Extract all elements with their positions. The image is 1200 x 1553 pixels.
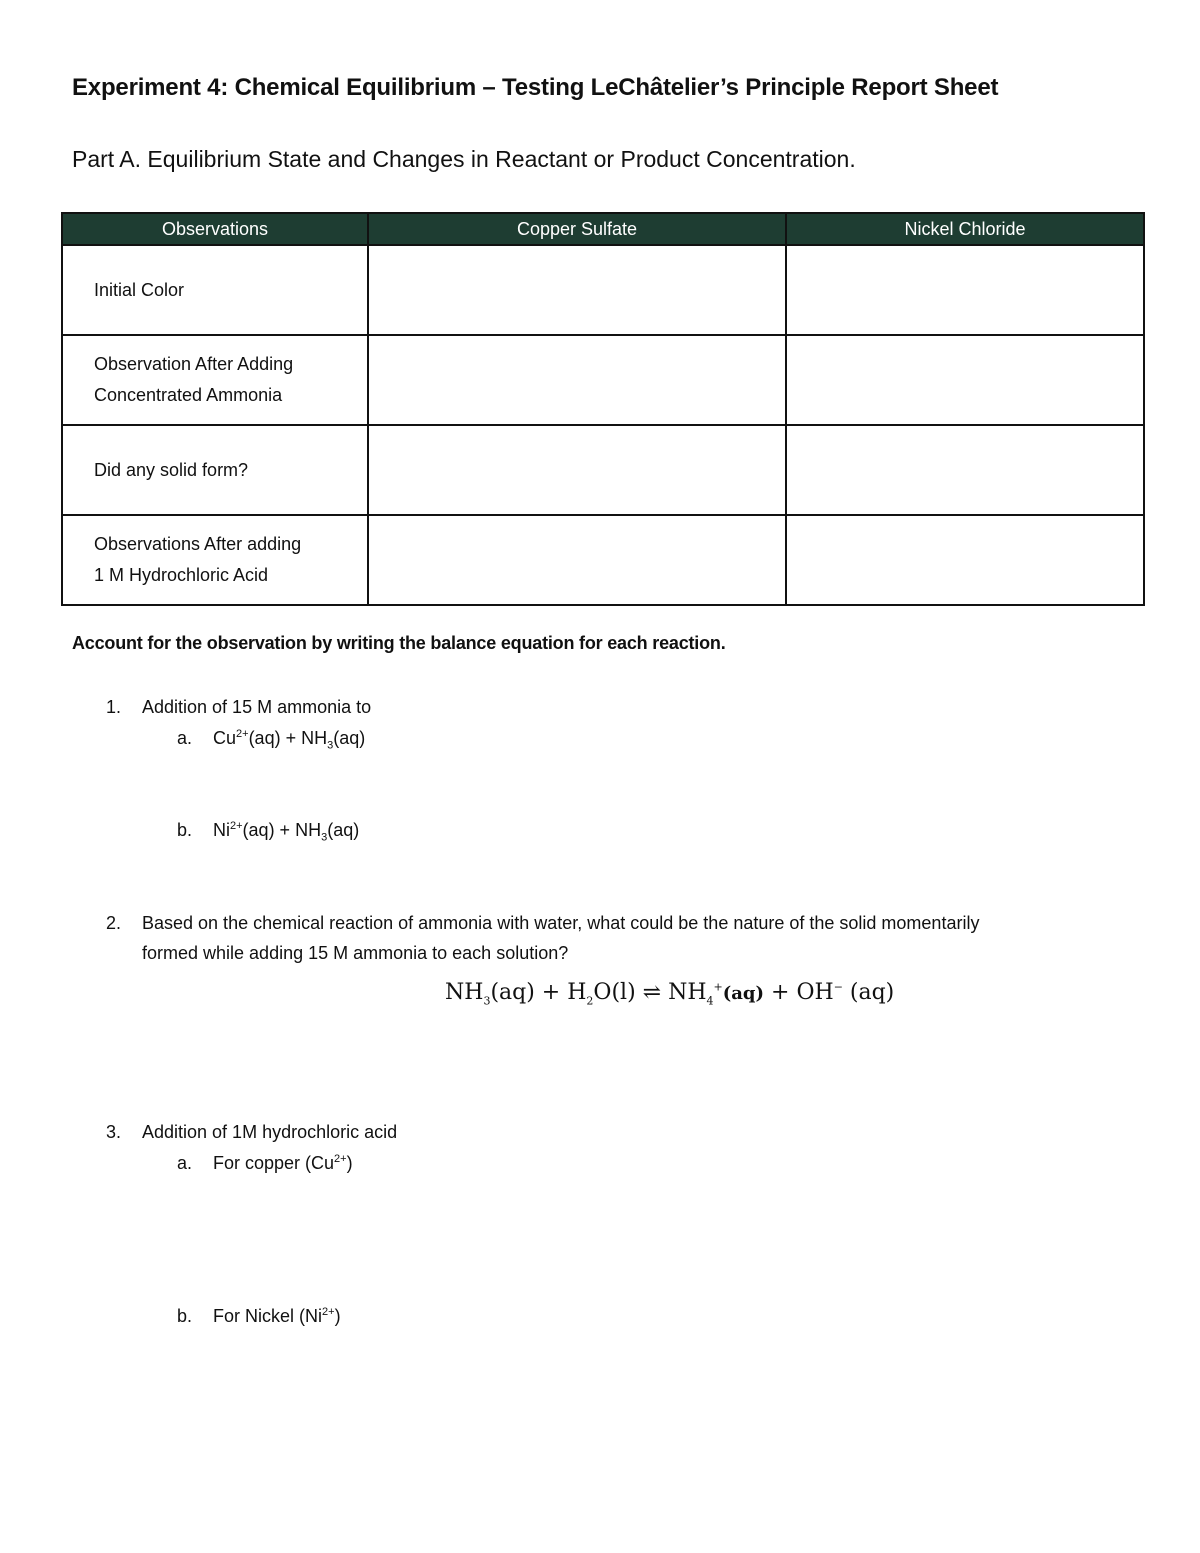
question-number: 3. [106, 1122, 122, 1142]
row-label-line: 1 M Hydrochloric Acid [94, 565, 269, 585]
question-2 [106, 908, 1126, 968]
question-1 [106, 692, 1106, 722]
header-nickel-chloride: Nickel Chloride [786, 213, 1144, 245]
page-title: Experiment 4: Chemical Equilibrium – Testing LeChâtelier’s Principle Report Sheet [72, 74, 999, 101]
table-row [62, 335, 1144, 425]
row-label-after-ammonia [62, 335, 368, 425]
table-row [62, 425, 1144, 515]
row-label-line: Observations After adding [94, 534, 302, 554]
nickel-chloride-answer-cell[interactable] [786, 335, 1144, 425]
nickel-chloride-answer-cell[interactable] [786, 515, 1144, 605]
nickel-chloride-answer-cell[interactable] [786, 245, 1144, 335]
question-number: 2. [106, 913, 122, 933]
ammonia-water-equation: $NH_3(aq) + H_2O(l)$ ⇌ $NH_4^+(aq) + OH^-$ (aq) [445, 980, 895, 1008]
question-1a [177, 723, 777, 753]
question-3b [177, 1301, 777, 1331]
question-3a [177, 1148, 777, 1178]
table-row [62, 515, 1144, 605]
row-label-line: Did any solid form? [94, 459, 249, 480]
row-label-line: Initial Color [94, 279, 185, 300]
copper-sulfate-answer-cell[interactable] [368, 335, 786, 425]
question-text: Addition of 15 M ammonia to [142, 697, 372, 717]
reaction-text: $Cu^{2+}(aq) + NH_3(aq)$ [213, 728, 366, 752]
reaction-text: $Ni^{2+}(aq) + NH_3(aq)$ [213, 820, 360, 844]
question-text: Based on the chemical reaction of ammonia with water, what could be the nature of the solid momentarily formed while adding 15 M ammonia to each solution? [142, 913, 980, 963]
sub-label: a. [177, 1153, 193, 1173]
question-1b [177, 815, 777, 845]
sub-label: b. [177, 820, 193, 840]
copper-sulfate-answer-cell[interactable] [368, 515, 786, 605]
question-number: 1. [106, 697, 122, 717]
copper-sulfate-answer-cell[interactable] [368, 425, 786, 515]
row-label-initial-color [62, 245, 368, 335]
header-copper-sulfate: Copper Sulfate [368, 213, 786, 245]
sub-question-text: For copper $(Cu^{2+})$ [213, 1153, 353, 1173]
row-label-solid-form [62, 425, 368, 515]
part-a-heading: Part A. Equilibrium State and Changes in Reactant or Product Concentration. [72, 146, 856, 172]
row-label-line: Observation After Adding [94, 354, 294, 374]
question-3 [106, 1117, 1106, 1147]
account-heading: Account for the observation by writing the balance equation for each reaction. [72, 633, 726, 653]
header-observations: Observations [62, 213, 368, 245]
nickel-chloride-answer-cell[interactable] [786, 425, 1144, 515]
sub-label: b. [177, 1306, 193, 1326]
copper-sulfate-answer-cell[interactable] [368, 245, 786, 335]
table-row [62, 245, 1144, 335]
question-text: Addition of 1M hydrochloric acid [142, 1122, 398, 1142]
row-label-after-hcl [62, 515, 368, 605]
observations-table [61, 212, 1145, 606]
sub-question-text: For Nickel $(Ni^{2+})$ [213, 1306, 341, 1326]
table-header-row [62, 213, 1144, 245]
sub-label: a. [177, 728, 193, 748]
row-label-line: Concentrated Ammonia [94, 385, 283, 405]
